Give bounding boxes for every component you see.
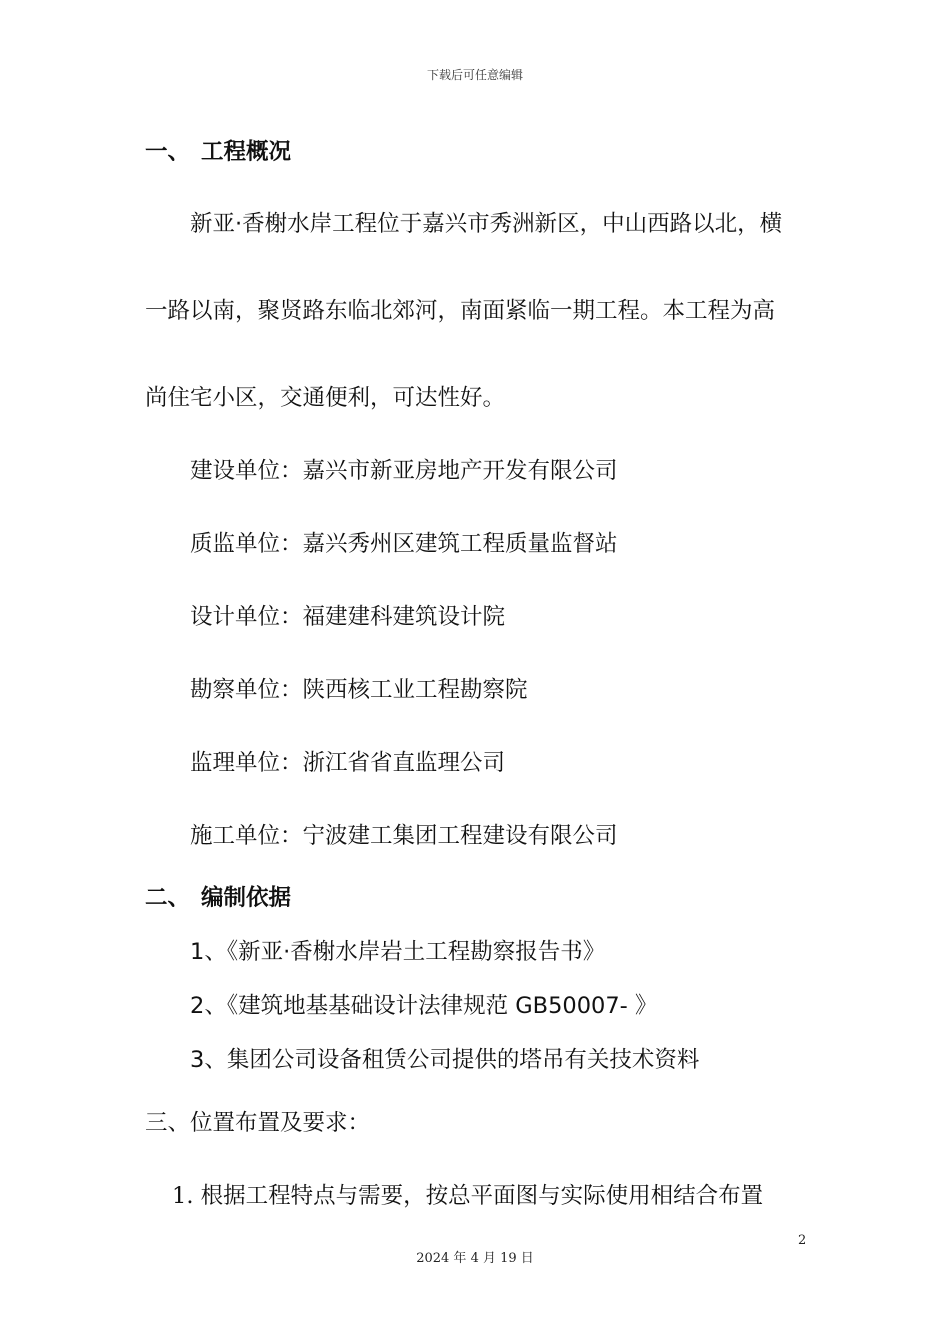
unit-supervision: 监理单位：浙江省省直监理公司 (190, 750, 506, 776)
section2-heading (145, 883, 291, 913)
unit-survey: 勘察单位：陕西核工业工程勘察院 (190, 677, 528, 703)
section3-item-1-number: 1. (172, 1183, 194, 1209)
section1-paragraph-line1: 新亚·香榭水岸工程位于嘉兴市秀洲新区，中山西路以北，横 (190, 211, 783, 237)
section3-heading: 三、位置布置及要求： (145, 1110, 371, 1136)
basis-item-3: 3、集团公司设备租赁公司提供的塔吊有关技术资料 (190, 1047, 700, 1073)
section3-item-1-text: 根据工程特点与需要，按总平面图与实际使用相结合布置 (200, 1183, 764, 1209)
section1-title: 工程概况 (201, 139, 292, 165)
section1-paragraph-line2: 一路以南，聚贤路东临北郊河，南面紧临一期工程。本工程为高 (145, 298, 776, 324)
unit-construction: 建设单位：嘉兴市新亚房地产开发有限公司 (190, 458, 618, 484)
section2-title: 编制依据 (201, 885, 292, 911)
unit-contractor: 施工单位：宁波建工集团工程建设有限公司 (190, 823, 618, 849)
section1-heading (145, 137, 291, 167)
header-note: 下载后可任意编辑 (426, 68, 523, 82)
basis-item-1: 1、《新亚·香榭水岸岩土工程勘察报告书》 (190, 939, 606, 965)
section3-item-1 (172, 1181, 763, 1211)
unit-design: 设计单位：福建建科建筑设计院 (190, 604, 506, 630)
unit-quality-supervision: 质监单位：嘉兴秀州区建筑工程质量监督站 (190, 531, 618, 557)
section1-number: 一、 (145, 139, 191, 165)
section2-number: 二、 (145, 885, 191, 911)
basis-item-2: 2、《建筑地基基础设计法律规范 GB50007- 》 (190, 993, 658, 1019)
footer-date: 2024 年 4 月 19 日 (416, 1251, 534, 1266)
page-number: 2 (798, 1233, 807, 1248)
section1-paragraph-line3: 尚住宅小区，交通便利，可达性好。 (145, 385, 506, 411)
